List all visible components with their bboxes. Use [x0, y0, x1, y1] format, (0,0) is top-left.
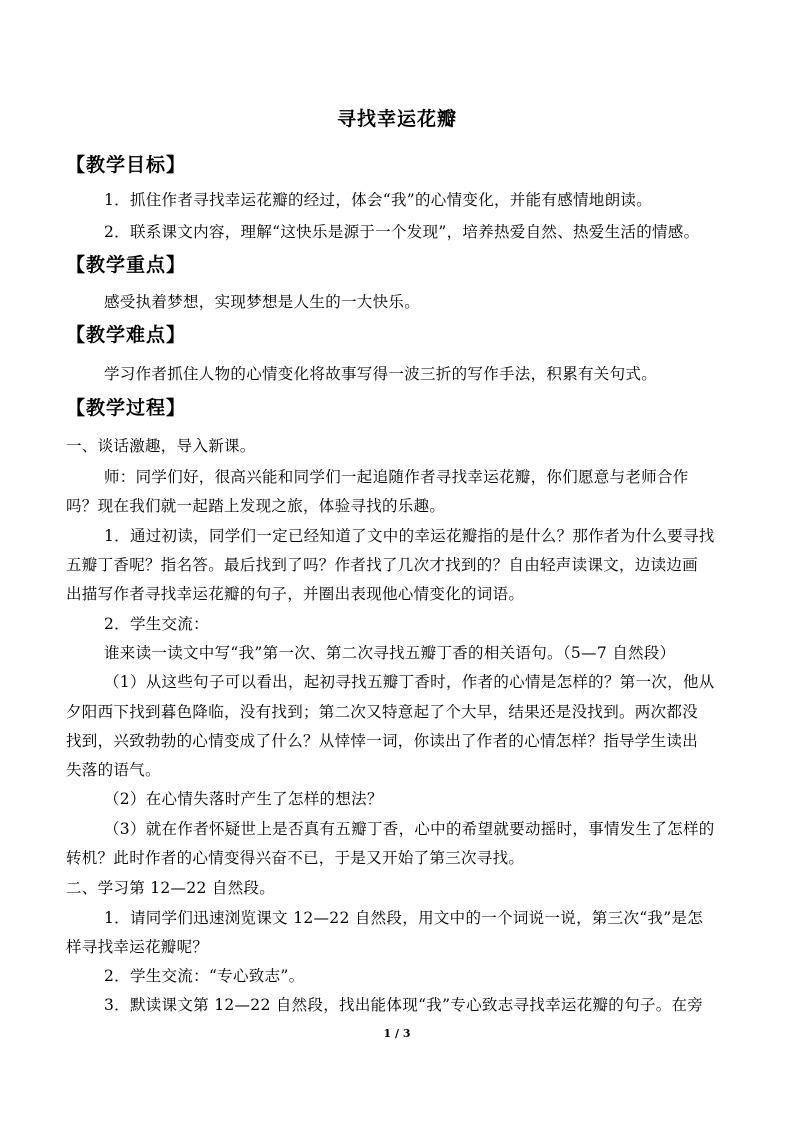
process-line: 转机？此时作者的心情变得兴奋不已，于是又开始了第三次寻找。	[66, 849, 525, 867]
process-line: （1）从这些句子可以看出，起初寻找五瓣丁香时，作者的心情是怎样的？第一次，他从	[104, 673, 715, 691]
process-line: 失落的语气。	[66, 761, 161, 779]
heading-difficulties: 【教学难点】	[66, 324, 187, 346]
process-line: （3）就在作者怀疑世上是否真有五瓣丁香，心中的希望就要动摇时，事情发生了怎样的	[104, 820, 715, 838]
process-line: （2）在心情失落时产生了怎样的想法？	[104, 790, 383, 808]
process-line: 二、学习第 12—22 自然段。	[66, 879, 276, 897]
process-line: 师：同学们好，很高兴能和同学们一起追随作者寻找幸运花瓣，你们愿意与老师合作	[104, 468, 689, 486]
process-line: 出描写作者寻找幸运花瓣的句子，并圈出表现他心情变化的词语。	[66, 585, 525, 603]
process-line: 1．请同学们迅速浏览课文 12—22 自然段，用文中的一个词说一说，第三次“我”是怎	[104, 909, 704, 927]
process-line: 谁来读一读文中写“我”第一次、第二次寻找五瓣丁香的相关语句。（5—7 自然段）	[104, 644, 676, 662]
process-line: 五瓣丁香呢？指名答。最后找到了吗？作者找了几次才找到的？自由轻声读课文，边读边画	[66, 556, 699, 574]
process-line: 吗？现在我们就一起踏上发现之旅，体验寻找的乐趣。	[66, 497, 446, 515]
difficulty-text: 学习作者抓住人物的心情变化将故事写得一波三折的写作手法，积累有关句式。	[104, 365, 658, 383]
page-number: 1 / 3	[383, 1027, 411, 1040]
process-line: 找到，兴致勃勃的心情变成了什么？从悻悻一词，你读出了作者的心情怎样？指导学生读出	[66, 732, 699, 750]
goal-item-2: 2．联系课文内容，理解“这快乐是源于一个发现”，培养热爱自然、热爱生活的情感。	[104, 223, 700, 241]
process-line: 一、谈话激趣，导入新课。	[66, 437, 256, 455]
heading-teaching-goals: 【教学目标】	[66, 154, 187, 176]
heading-key-points: 【教学重点】	[66, 254, 187, 276]
heading-teaching-process: 【教学过程】	[66, 397, 187, 419]
goal-item-1: 1．抓住作者寻找幸运花瓣的经过，体会“我”的心情变化，并能有感情地朗读。	[104, 191, 653, 209]
process-line: 2．学生交流：	[104, 615, 209, 633]
process-line: 3．默读课文第 12—22 自然段，找出能体现“我”专心致志寻找幸运花瓣的句子。在旁	[104, 996, 704, 1014]
document-title: 寻找幸运花瓣	[336, 108, 457, 130]
process-line: 样寻找幸运花瓣呢？	[66, 938, 209, 956]
process-line: 夕阳西下找到暮色降临，没有找到；第二次又特意起了个大早，结果还是没找到。两次都没	[66, 703, 699, 721]
key-point-text: 感受执着梦想，实现梦想是人生的一大快乐。	[104, 293, 421, 311]
process-line: 1．通过初读，同学们一定已经知道了文中的幸运花瓣指的是什么？那作者为什么要寻找	[104, 527, 715, 545]
process-line: 2．学生交流：“专心致志”。	[104, 967, 305, 985]
